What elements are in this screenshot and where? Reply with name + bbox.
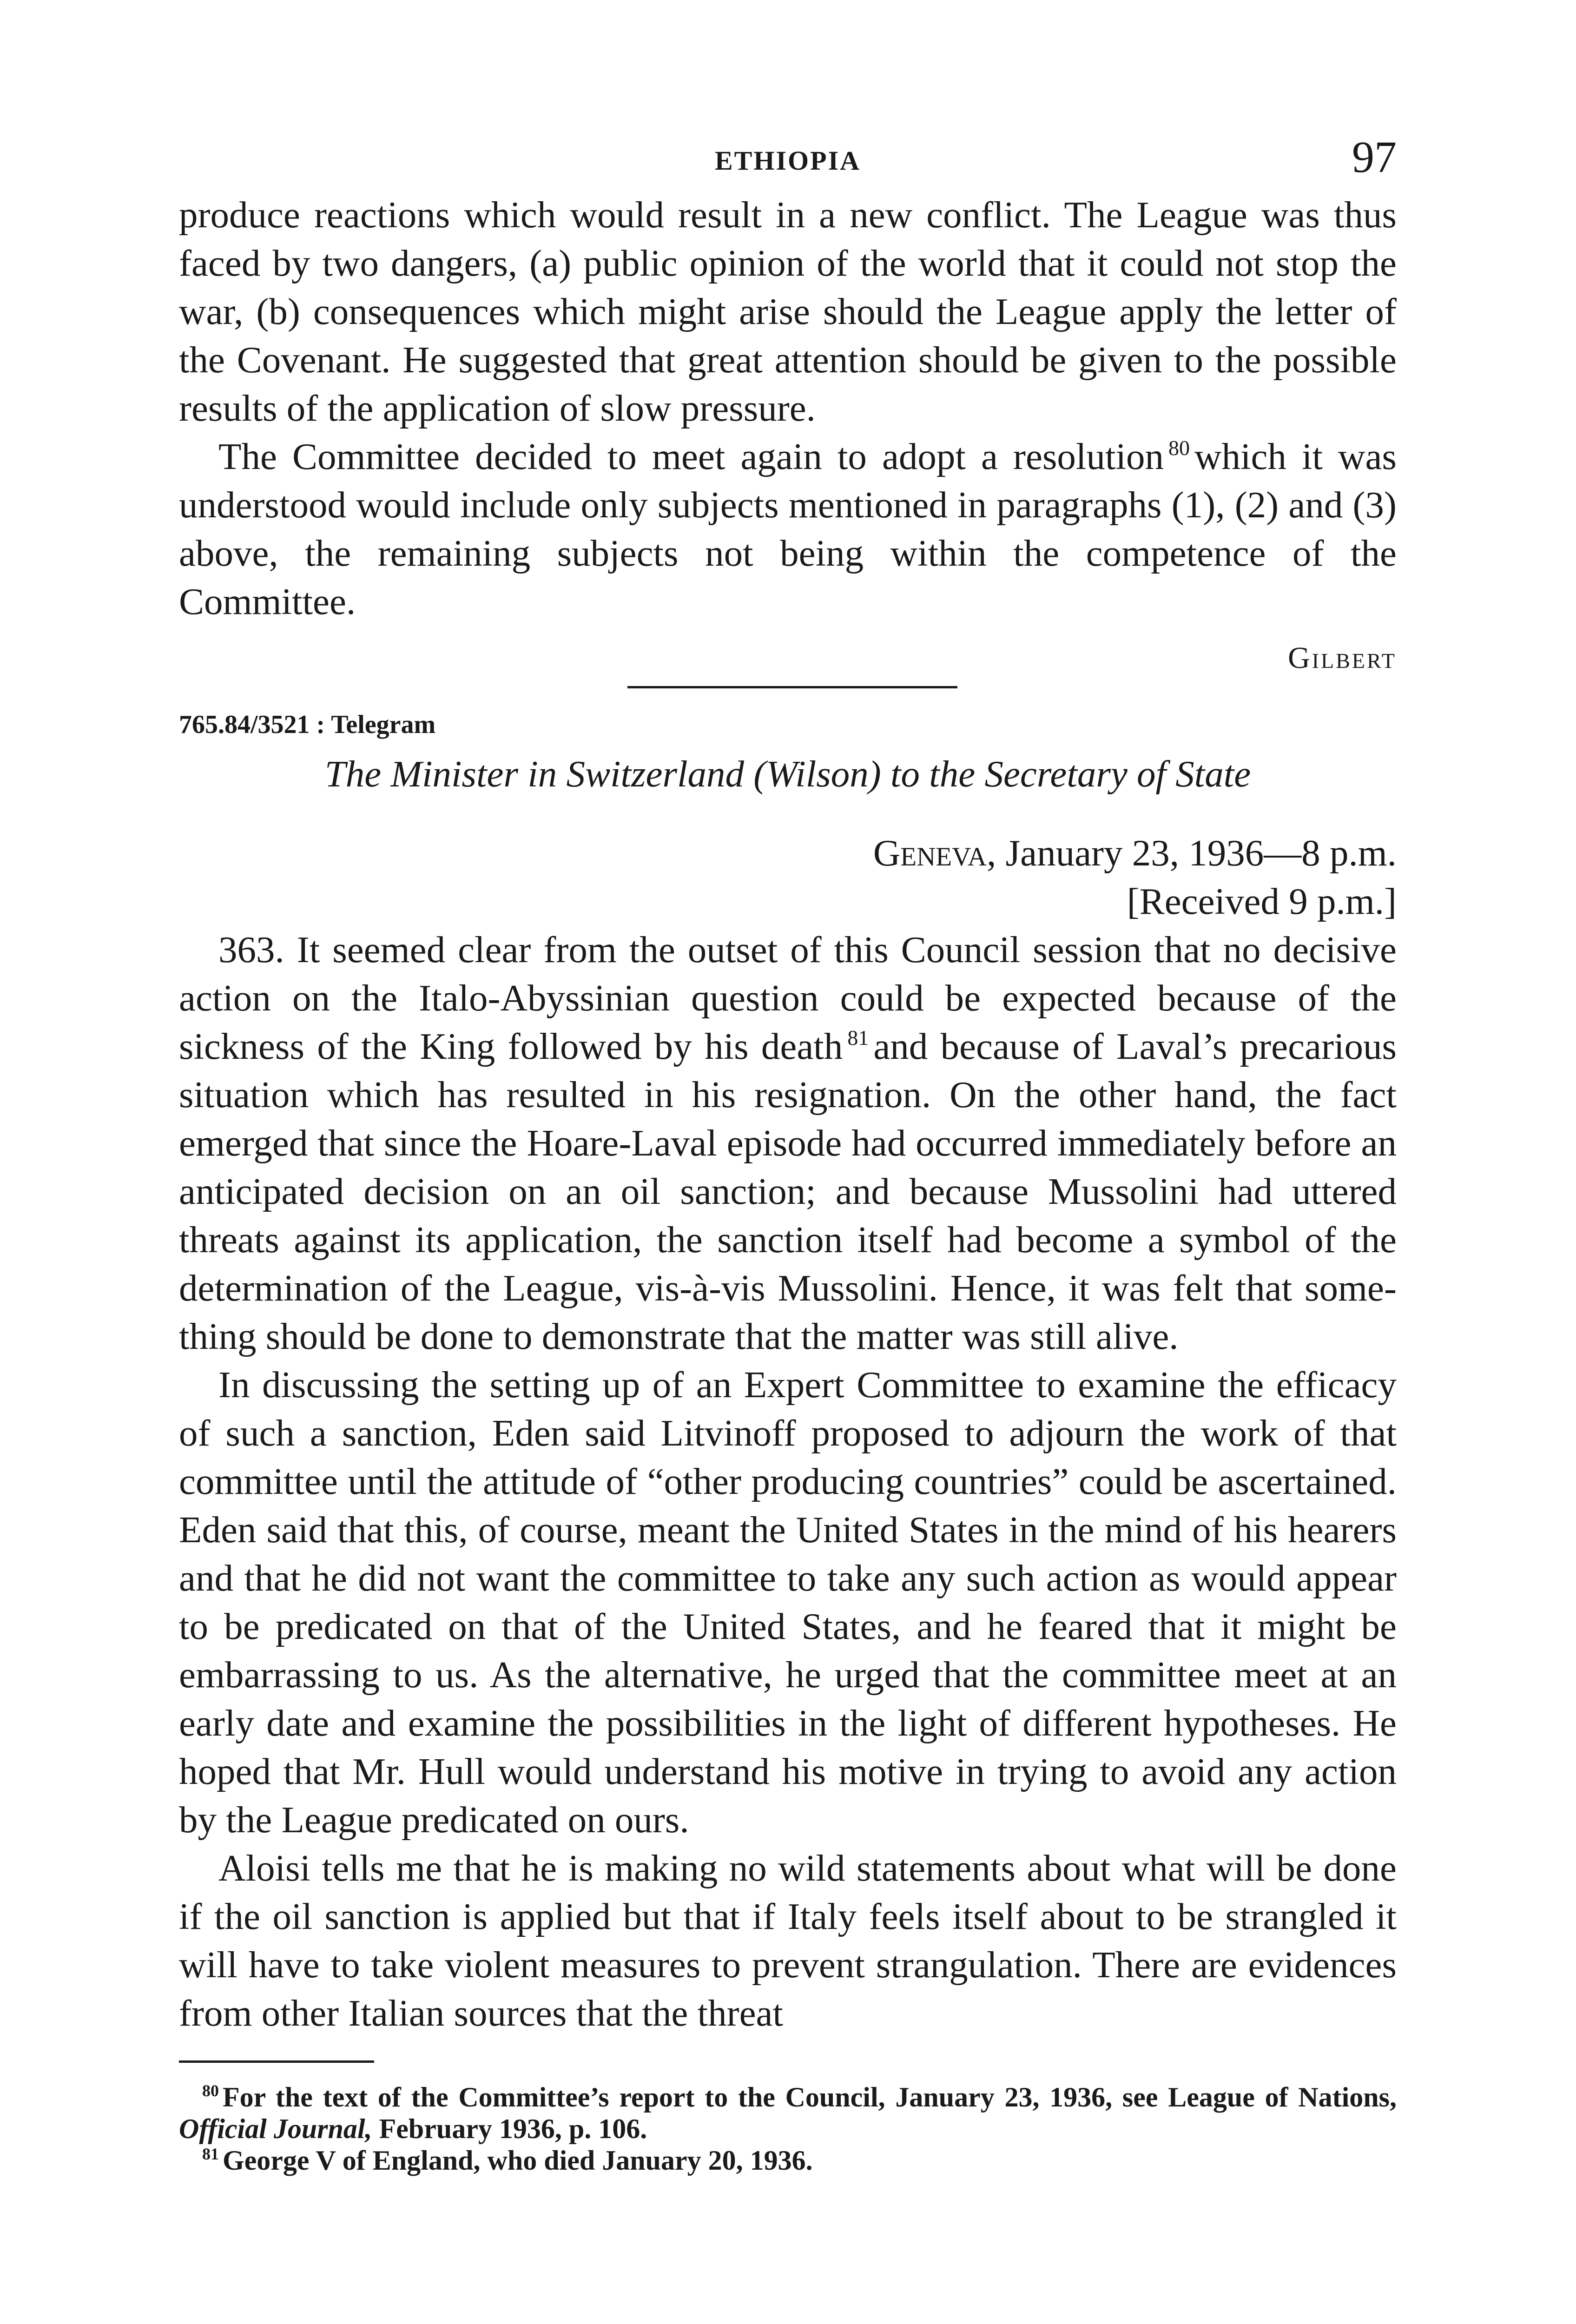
footnote-mark: 80 (202, 2081, 219, 2100)
footnote-text: George V of England, who died January 20, 1936. (223, 2145, 813, 2176)
paragraph-text: and because of Laval’s precarious situation which has resulted in his resignation. On the other hand, the fact emerged that since the Hoare-Laval episode had occurred immediately before an anticipated decision on an oil sanction; and because Mussolini had uttered threats against its application, the sanction itself had become a symbol of the determination of the League, vis-à-vis Mussolini. Hence, it was felt that something should be done to demonstrate that the matter was still alive. (179, 1025, 1397, 1357)
received-note: [Received 9 p.m.] (1127, 880, 1397, 922)
footnotes (179, 2081, 1397, 2176)
footnote-divider (179, 2060, 374, 2063)
footnote-81 (179, 2145, 1397, 2176)
footnote-mark: 81 (202, 2145, 219, 2163)
section-divider (627, 686, 957, 688)
telegram-paragraph-3: Aloisi tells me that he is making no wild statements about what will be done if the oil sanction is applied but that if Italy feels itself about to be strangled it will have to take violent measures to prevent strangulation. There are evidences from other Italian sources that the threat (179, 1847, 1397, 2034)
paragraph-text: The Committee decided to meet again to adopt a resolution (218, 436, 1164, 477)
paragraph-text: which it was understood would include only subjects mentioned in paragraphs (1), (2) and (3) above, the remaining subjects not being within the competence of the Committee. (179, 436, 1397, 622)
running-title: ETHIOPIA (714, 145, 861, 176)
footnote-reference-80: 80 (1168, 436, 1190, 460)
paragraph-text: 363. It seemed clear from the outset of this Council session that no decisive action on the Italo-Abyssinian question could be expected because of the sickness of the King followed by his death (179, 929, 1397, 1067)
document-page (179, 121, 1397, 2176)
document-title: The Minister in Switzerland (Wilson) to the Secretary of State (324, 753, 1251, 795)
paragraph-continued: produce reactions which would result in a new conflict. The League was thus faced by two dangers, (a) public opinion of the world that it could not stop the war, (b) consequences which might arise should the League apply the letter of the Covenant. He suggested that great attention should be given to the possible results of the application of slow pressure. (179, 194, 1397, 429)
footnote-text: For the text of the Committee’s report to the Council, January 23, 1936, see League of Nations, (223, 2082, 1397, 2113)
page-number: 97 (1352, 132, 1397, 182)
running-header (179, 121, 1397, 191)
footnote-text: February 1936, p. 106. (379, 2113, 647, 2144)
footnote-80 (179, 2081, 1397, 2145)
signature: Gilbert (1288, 641, 1397, 675)
telegram-paragraph-1 (179, 925, 1397, 1360)
telegram-paragraph-2: In discussing the setting up of an Expert Committee to examine the efficacy of such a sanction, Eden said Litvinoff proposed to adjourn the work of that committee until the attitude of “other producing countries” could be ascertained. Eden said that this, of course, meant the United States in the mind of his hearers and that he did not want the committee to take any such action as would appear to be predicated on that of the United States, and he feared that it might be embarrassing to us. As the alternative, he urged that the committee meet at an early date and examine the possibilities in the light of different hypotheses. He hoped that Mr. Hull would understand his motive in trying to avoid any action by the League predicated on ours. (179, 1364, 1397, 1841)
footnote-reference-81: 81 (847, 1026, 869, 1050)
paragraph-committee (179, 432, 1397, 626)
dateline-date: January 23, 1936—8 p.m. (1005, 832, 1397, 874)
dateline-place: Geneva, (873, 832, 996, 874)
footnote-journal-title: Official Journal, (179, 2113, 372, 2144)
dateline (179, 829, 1397, 877)
file-reference: 765.84/3521 : Telegram (179, 710, 436, 739)
